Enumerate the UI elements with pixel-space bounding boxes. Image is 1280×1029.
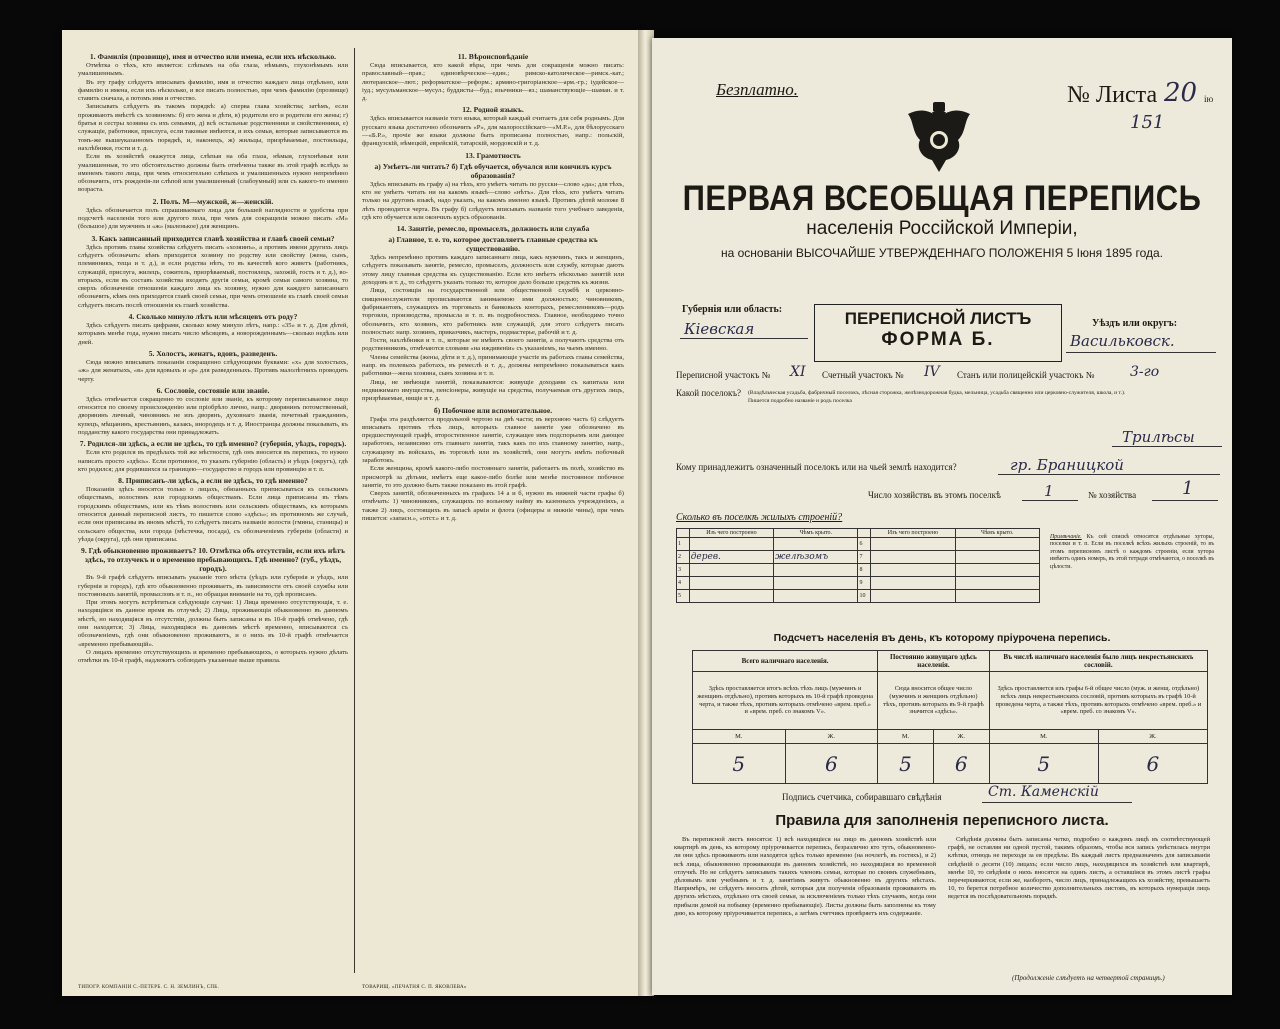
building-number: 4 [677,577,690,590]
col-num [677,529,690,538]
stan-value: 3-го [1130,364,1160,380]
building-roof [774,590,858,603]
note-label: Примѣчаніе. [1050,534,1082,540]
question-heading: а) Главное, т. е. то, которое доставляетъ главные средства къ существованію. [388,235,598,254]
sex-label-male: М. [989,730,1098,744]
summary-header-total: Всего наличнаго населенія. [693,651,878,672]
summary-desc-nonpeasant: Здѣсь проставляется изъ графы 6-й общее число (муж. и женщ. отдѣльно) всѣхъ лицъ некрестьянскихъ сословій, противъ которыхъ въ графѣ 10-й проведена черта, а также тѣхъ, противъ которыхъ отмѣчено «врем. преб.» и «врем. преб. со знакомъ V». [989,672,1207,730]
building-number: 3 [677,564,690,577]
buildings-row [677,564,1040,577]
rules-text-left: Въ переписной листъ вносятся: 1) всѣ находящіеся на лицо въ данномъ хозяйствѣ или квартирѣ въ день, къ которому пріурочивается перепись, безразлично кто тутъ, обыкновенно-ли они здѣсь проживаютъ или находятся здѣсь только временно (на ночлегѣ, въ гостяхъ), и 2) всѣ лица, обыкновенно проживающія въ данномъ хозяйствѣ, но находящіяся во временной отлучкѣ. Но не слѣдуетъ записывать такихъ членовъ семьи, которые по своимъ служебнымъ, дѣловымъ или учебнымъ и т. д. занятіямъ живутъ обыкновенно въ другихъ мѣстахъ. Напримѣръ, не слѣдуетъ вносить дѣтей, которыя для полученія образованія проживаютъ въ другихъ мѣстахъ, отдѣльно отъ своей семьи, за исключеніемъ только тѣхъ случаевъ, когда они прибыли домой на побывку (временно пребывающіе). Листы должны быть заполнены къ тому дню, къ которому пріурочивается перепись, а затѣмъ счетчикъ провѣряетъ ихъ содержаніе. [674,836,936,917]
population-summary-table [692,650,1208,784]
province-underline [680,338,808,339]
census-section-value: XI [790,364,806,380]
instruction-paragraph: Если въ хозяйствѣ окажутся лица, слѣпыя на оба глаза, нѣмыя, глухонѣмыя или умалишенныя, то это обстоятельство должны быть отмѣчены также въ этой графѣ вслѣдъ за именемъ такого лица, при чемъ относительно слѣпыхъ и умалишенныхъ нужно непремѣнно обозначить, отъ рожденія-ли слѣпой или умалишенный (слабоумный) или съ какого-то именно возраста. [78,153,348,194]
settlement-underline [1112,446,1222,447]
building-material [871,577,955,590]
building-number: 7 [858,551,871,564]
instruction-paragraph: Здѣсь обозначается полъ спрашиваемаго лица для большей наглядности и удобства при подсчетѣ населенія того или другого пола, при чемъ для сокращенія можно писать «М» (большое) для мужчинъ и «ж» (маленькое) для женщинъ. [78,206,348,231]
sex-label-male: М. [878,730,934,744]
sheet-number-label: № Листа [1067,82,1158,108]
summary-header-nonpeasant: Въ числѣ наличнаго населенія было лицъ некрестьянскихъ сословій. [989,651,1207,672]
households-label: Число хозяйствъ въ этомъ поселкѣ [868,490,1001,500]
printer-imprint-left: ТИПОГР. КОМПАНІИ С.-ПЕТЕРБ. С. Н. ЗЕМЛИНЪ, СПБ. [78,985,219,990]
continued-note: (Продолженіе слѣдуетъ на четвертой страницѣ.) [1012,974,1165,982]
building-material [871,551,955,564]
building-roof [955,551,1039,564]
instruction-paragraph: Гости, нахлѣбники и т. п., которые не имѣютъ своего занятія, а получаютъ средства отъ родственниковъ, отмѣчаются словами «на иждивеніи» съ указаніемъ, на чьемъ именно. [362,337,624,353]
count-section-value: IV [924,364,940,380]
settlement-label: Какой поселокъ? [676,388,742,398]
building-material: дерев. [689,551,773,564]
building-material [689,538,773,551]
district-value: Васильковск. [1070,332,1175,350]
question-heading: 7. Родился-ли здѣсь, а если не здѣсь, то гдѣ именно? (губернія, уѣздъ, городъ). [79,439,347,449]
col-roof-header: Чѣмъ крыто. [955,529,1039,538]
instruction-paragraph: Если женщина, кромѣ какого-либо постояннаго занятія, работаетъ въ полѣ, хозяйство въ присмотрѣ за дѣтьми, имѣетъ еще какое-либо болѣе или менѣе постоянное побочное занятіе, то это должно быть также показано въ этой графѣ. [362,465,624,489]
census-section-label: Переписной участокъ № [676,370,771,380]
building-roof [955,538,1039,551]
question-heading: 3. Какъ записанный приходится главѣ хозяйства и главѣ своей семьи? [91,233,335,243]
census-form-page [652,38,1232,995]
sheet-number-value: 20 [1164,78,1198,108]
question-heading: 1. Фамилія (прозвище), имя и отчество или имена, если ихъ нѣсколько. [89,52,337,61]
building-number: 9 [858,577,871,590]
building-roof [774,577,858,590]
printer-imprint-right: ТОВАРИЩ. «ПЕЧАТНЯ С. П. ЯКОВЛЕВА» [362,985,467,990]
instruction-paragraph: Въ эту графу слѣдуетъ вписывать фамилію, имя и отчество каждаго лица отдѣльно, или фамилію и имена, если ихъ нѣсколько, и все писать полностью, при чемъ фамилію (прозвище) ставить сначала, а потомъ имя и отчество. [78,78,348,103]
left-page-instructions [62,30,640,996]
double-headed-eagle-emblem [902,100,976,180]
province-label: Губернія или область: [682,304,783,315]
question-heading: 14. Занятіе, ремесло, промыселъ, должность или служба [396,224,590,234]
building-number: 6 [858,538,871,551]
col-roof-header: Чѣмъ крыто. [774,529,858,538]
province-value: Кіевская [684,320,755,338]
owner-label: Кому принадлежитъ означенный поселокъ или на чьей землѣ находится? [676,462,957,472]
free-label: Безплатно. [716,80,799,99]
building-material [689,590,773,603]
settlement-value: Трилѣсы [1122,428,1195,446]
instruction-paragraph: Члены семейства (жены, дѣти и т. д.), принимающіе участіе въ работахъ главы семейства, напр. въ полевыхъ работахъ, въ ремеслѣ и т. д., должны непремѣнно показываться какъ работники—жена хозяина, сынъ хозяина и т. п. [362,353,624,378]
question-heading: 13. Грамотность [465,150,521,160]
instruction-paragraph: О лицахъ временно отсутствующихъ и временно пребывающихъ, о которыхъ нужно дѣлать отмѣтки въ 10-й графѣ, надлежитъ соблюдать указанные выше правила. [78,648,348,665]
district-label: Уѣздъ или округъ: [1092,318,1178,329]
sheet-number-suffix: ію [1204,94,1214,104]
building-number: 1 [677,538,690,551]
sex-label-male: М. [693,730,786,744]
question-heading: 6. Сословіе, состояніе или званіе. [156,385,270,395]
instruction-paragraph: Записывать слѣдуетъ въ такомъ порядкѣ: а) сперва глава хозяйства; затѣмъ, если проживаютъ вмѣстѣ съ хозяиномъ: б) его жена и дѣти, в) родители его и родители его жены; г) братья и сестры хозяина съ ихъ семьями, д) всѣ остальные родственники и свойственники, е) служащіе, работники, прислуга, если таковые имѣются, и ихъ семьи, которые записываются въ томъ-же вышеуказанномъ порядкѣ, и, наконецъ, ж) жильцы, призрѣваемые, постояльцы, нахлѣбники, гости и т. д. [78,103,348,152]
sex-label-female: Ж. [933,730,989,744]
buildings-note [1050,534,1214,571]
building-material [871,590,955,603]
building-number: 5 [677,590,690,603]
households-underline [1022,500,1078,501]
summary-value: 6 [785,744,878,784]
summary-value: 6 [933,744,989,784]
instruction-paragraph: Здѣсь отмѣчается сокращенно то сословіе или званіе, къ которому переписываемое лицо относится по своему происхожденію или пріобрѣло лично, напр.: дворянинъ потомственный, дворянинъ личный, чиновникъ не изъ дворянъ, духовнаго званія, почетный гражданинъ, купецъ, мѣщанинъ, крестьянинъ, казакъ, инородецъ и т. д. Иностранцы должны показывать, къ подданству какого государства они принадлежатъ. [78,395,348,436]
question-heading: 5. Холостъ, женатъ, вдовъ, разведенъ. [148,348,278,358]
instruction-paragraph: Здѣсь вписывается названіе того языка, который каждый считаетъ для себя роднымъ. Для русскаго языка достаточно обозначить «Р», для малороссійскаго—«М.Р.», для бѣлорусскаго—«Б.Р.», прочіе же языки должны быть прописаны полностью, напр.: польскій, французскій, нѣмецкій, еврейскій, татарскій, мордовскій и т. д. [362,115,624,148]
form-title: ПЕРЕПИСНОЙ ЛИСТЪ [844,309,1032,328]
household-number-label: № хозяйства [1088,490,1137,500]
district-underline [1066,352,1216,353]
building-roof [955,564,1039,577]
question-heading: а) Умѣетъ-ли читать? б) Гдѣ обучается, обучался или кончилъ курсъ образованія? [374,161,612,180]
sex-label-female: Ж. [785,730,878,744]
building-roof [955,577,1039,590]
question-heading: 12. Родной языкъ. [462,105,524,115]
stan-label: Станъ или полицейскій участокъ № [957,370,1095,380]
instructions-column-right [362,50,624,523]
summary-desc-total: Здѣсь проставляется итогъ всѣхъ тѣхъ лицъ (мужчинъ и женщинъ отдѣльно), противъ которыхъ въ 10-й графѣ проведена черта, и также тѣхъ, противъ которыхъ отмѣчено «врем. преб.» и «врем. преб. со знакомъ V». [693,672,878,730]
instruction-paragraph: Здѣсь противъ главы хозяйства слѣдуетъ писать «хозяинъ», а противъ имени другихъ лицъ слѣдуетъ обозначать: кѣмъ приходится хозяину по родству или свойству (жена, сынъ, племянникъ, теща и т. д.), и если родства нѣтъ, то въ качествѣ кого живетъ (работникъ, служащій, прислуга, жилецъ, сожитель, призрѣваемый, постоялецъ, захожій, гость и т. д.), во-вторыхъ, если въ составъ хозяйства входятъ другія семьи, кромѣ семьи самого хозяина, то сверхъ обозначенія отношенія каждаго лица къ хозяину, нужно для каждого записаннаго обозначить, кѣмъ онъ приходится главѣ своей семьи, при чемъ отношеніе къ главѣ своей семьи слѣдуетъ писать послѣ отношенія къ главѣ хозяйства. [78,243,348,309]
household-number-underline [1152,500,1218,501]
buildings-row [677,551,1040,564]
building-material [871,538,955,551]
instruction-paragraph: Здѣсь слѣдуетъ писать цифрами, сколько кому минуло лѣтъ, напр.: «35» и т. д. Для дѣтей, которымъ менѣе года, нужно писать число мѣсяцевъ, а новорожденнымъ—сколько недѣль или дней. [78,322,348,346]
question-heading: 11. Вѣроисповѣданіе [457,52,529,61]
census-title: ПЕРВАЯ ВСЕОБЩАЯ ПЕРЕПИСЬ [682,178,1202,219]
rules-text-right: Свѣдѣнія должны быть записаны четко, подробно о каждомъ лицѣ въ соотвѣтствующей графѣ, не оставляя ни одной пустой, такимъ образомъ, чтобы вся запись умѣстилась внутри клѣтки, отнюдь не переходя за ея предѣлы. Въ каждый листъ предназначенъ для записыванія свѣдѣній о десяти (10) лицахъ; если число лицъ, находящихся въ хозяйствѣ или квартирѣ, менѣе 10, то свѣдѣнія о нихъ вносятся на одинъ листъ, а оставшіяся въ этомъ листѣ графы перечеркиваются; если же, наоборотъ, число лицъ, принадлежащихъ къ хозяйству, превышаетъ 10, то берется потребное количество дополнительныхъ листовъ, въ которыхъ нумерація лицъ ведется въ послѣдовательномъ порядкѣ. [948,836,1210,901]
question-heading: 2. Полъ. М—мужской, ж—женскій. [152,196,274,206]
building-roof: желѣзомъ [774,551,858,564]
buildings-row [677,590,1040,603]
instruction-paragraph: Здѣсь вписывать въ графу а) на тѣхъ, кто умѣетъ читать по русски—слово «да»; для тѣхъ, кто не умѣетъ читать ни на какомъ языкѣ—слово «нѣтъ». Для тѣхъ, кто умѣетъ читать только на другомъ языкѣ, надо указать, на какомъ именно языкѣ. Противъ дѣтей моложе 8 лѣтъ проводится черта. Въ графу б) слѣдуетъ вписывать названіе того учебнаго заведенія, гдѣ кто обучается или окончилъ курсъ образованія. [362,180,624,221]
buildings-table [676,528,1040,603]
form-name: ФОРМА Б. [881,329,995,350]
building-material [871,564,955,577]
instruction-paragraph: Если кто родился въ предѣлахъ той же мѣстности, гдѣ онъ вносится въ перепись, то нужно написать просто «здѣсь». Если противное, то указать губернію (область) и уѣздъ (округъ), гдѣ кто родился; для родившихся за границею—государство и городъ или провинцію и т. п. [78,449,348,473]
instruction-paragraph: Графа эта раздѣляется продольной чертою на двѣ части; въ верхнюю часть 6) слѣдуетъ вписывать противъ тѣхъ лицъ, которыхъ главное занятіе уже обозначено въ предшествующей графѣ, второстепенное занятіе, служащее имъ подспорьемъ или дающее заработокъ, независимо отъ главнаго занятія, такъ какъ по ихъ главному занятію, напр., служащему въ войскахъ, въ торговлѣ или въ хозяйствѣ, они могутъ имѣть побочный заработокъ. [362,415,624,464]
building-number: 8 [858,564,871,577]
building-number: 10 [858,590,871,603]
building-material [689,564,773,577]
signature-underline [982,802,1132,803]
buildings-label: Сколько въ поселкѣ жилыхъ строеній? [676,512,843,523]
building-material [689,577,773,590]
instruction-paragraph: Лица, состоящія на государственной или общественной службѣ и церковно-священнослужители прописываются занимаемою ими должностью; чиновниковъ, фабрикантовъ, служащихъ въ торговыхъ и банковыхъ конторахъ, ремесленниковъ—родъ торговли, производства, промысла и т. п. въ подробностяхъ. Главное, необходимо точно обозначить, кто хозяинъ, кто работникъ или служащій, для этого слѣдуетъ писать полностью: напр. хозяинъ, приказчикъ, мастеръ, подмастерье, рабочій и т. д. [362,287,624,336]
instruction-paragraph: Сверхъ занятій, обозначенныхъ въ графахъ 14 а и б, нужно въ нижней части графы б) отмѣчать: 1) чиновниковъ, служащихъ по вольному найму въ казенныхъ учрежденіяхъ, а также 2) лицъ, состоящихъ въ запасѣ арміи и флота (офицеры и нижніе чины), при чемъ пишется: «запасн.», «отст.» и т. д. [362,490,624,523]
building-number: 2 [677,551,690,564]
column-divider [354,48,355,973]
instruction-paragraph: Здѣсь непремѣнно противъ каждаго записаннаго лица, какъ мужчинъ, такъ и женщинъ, слѣдуетъ показывать занятіе, ремесло, промыселъ, должность или службу, которые даютъ этому лицу главныя средства къ существованію. Если кто имѣетъ нѣсколько занятій или доходовъ и т. д., то слѣдуетъ указать только то, которое дало больше средствъ къ жизни. [362,254,624,287]
instruction-paragraph: Показанія здѣсь вносятся только о лицахъ, обязанныхъ приписываться къ сельскимъ обществамъ, волостямъ или городскимъ обществамъ. Если лица приписаны въ тѣмъ городскимъ обществамъ, или къ тѣмъ волостямъ или сельскимъ обществамъ, къ которымъ относится данный переписной листъ, то пишется слово «здѣсь»; въ противномъ же случаѣ, если они приписаны въ иномъ мѣстѣ, то слѣдуетъ писать названіе волости (гмины, станицы) и сельскаго общества, или города (мѣстечка, посада), съ обозначеніемъ губерніи (области) и уѣзда (округа), гдѣ они приписаны. [78,486,348,543]
owner-value: гр. Браницкой [1010,456,1124,474]
instruction-paragraph: Лица, не имѣющія занятій, показываются: живущіе доходами съ капитала или недвижимаго имущества, пенсіонеры, живущіе на средства, получаемыя отъ другихъ лицъ, призрѣваемые, нищіе и т. д. [362,378,624,403]
instructions-column-left [78,50,348,666]
question-heading: 4. Сколько минуло лѣтъ или мѣсяцевъ отъ роду? [128,312,298,322]
decree-line: на основаніи ВЫСОЧАЙШЕ УТВЕРЖДЕННАГО ПОЛОЖЕНІЯ 5 Іюня 1895 года. [720,246,1163,260]
signature-value: Ст. Каменскій [988,784,1099,800]
building-roof [955,590,1039,603]
summary-title: Подсчетъ населенія въ день, къ которому пріурочена перепись. [773,632,1111,644]
instruction-paragraph: При этомъ могутъ встрѣтиться слѣдующіе случаи: 1) Лица временно отсутствующія, т. е. находящіяся въ данное время въ отлучкѣ; 2) Лица, проживающія обыкновенно въ данномъ мѣстѣ, но находящіяся въ отсутствіи, должны быть записаны и въ 10-й графѣ отмѣчено, гдѣ они находятся; 3) Лица, находящіяся въ данномъ мѣстѣ временно, вписываются съ обозначеніемъ, гдѣ они обыкновенно проживаютъ, и о нихъ въ 10-й графѣ отмѣчается «временно пребывающій». [78,599,348,648]
summary-value: 5 [878,744,934,784]
households-value: 1 [1044,482,1054,500]
summary-value: 5 [989,744,1098,784]
household-number-value: 1 [1182,478,1194,499]
buildings-row [677,577,1040,590]
note-text: Къ сей спискѣ относятся отдѣльные хуторы, поселки и т. п. Если въ поселкѣ всѣхъ жилыхъ строеній, то въ этомъ переписномъ листѣ о каждомъ строеніи, если хутора имѣютъ одинъ номеръ, въ этой тетради отмѣчаются, о поселкѣ въ цѣлости. [1050,534,1214,570]
instruction-paragraph: Сюда можно вписывать показанія сокращенно слѣдующими буквами: «х» для холостыхъ, «ж» для женатыхъ, «в» для вдовыхъ и «р» для разведенныхъ. Противъ малолѣтнихъ проводить черту. [78,358,348,383]
col-material-header: Изъ чего построено [689,529,773,538]
count-section-label: Счетный участокъ № [822,370,904,380]
building-roof [774,564,858,577]
summary-value: 5 [693,744,786,784]
census-subtitle: населенія Россійской Имперіи, [806,218,1078,239]
signature-label: Подпись счетчика, собиравшаго свѣдѣнія [782,792,942,802]
question-heading: 9. Гдѣ обыкновенно проживаетъ? 10. Отмѣтка объ отсутствіи, если ихъ нѣтъ здѣсь, то отлучекъ и о временно пребывающихъ. Гдѣ именно? (губ., уѣздъ, городъ). [81,546,345,574]
handwritten-sheet-number: 151 [1130,112,1165,133]
building-roof [774,538,858,551]
instruction-paragraph: Сюда вписывается, кто какой вѣры, при чемъ для сокращенія можно писать: православный—прав.; единовѣрческое—един.; римско-католическое—римск.-кат.; лютеранское—лют.; реформатское—реформ.; армяно-григоріанское—арм.-гр.; іудейское—іуд.; мусульманское—мусул.; буддисты—буд.; язычники—яз.; шаманствующіе—шаман. и т. д. [362,62,624,103]
form-title-box [814,304,1062,362]
buildings-row [677,538,1040,551]
instruction-paragraph: Отмѣтка о тѣхъ, кто является: слѣпымъ на оба глаза, нѣмымъ, глухонѣмымъ или умалишеннымъ. [78,62,348,78]
col-num [858,529,871,538]
question-heading: б) Побочное или вспомогательное. [433,405,553,415]
summary-desc-permanent: Сюда вносится общее число (мужчинъ и женщинъ отдѣльно) тѣхъ, противъ которыхъ въ 9-й графѣ значится «здѣсь». [878,672,990,730]
instruction-paragraph: Въ 9-й графѣ слѣдуетъ вписывать указаніе того мѣста (уѣздъ или губернія и уѣздъ, или губернія и городъ), гдѣ кто обыкновенно проживаетъ, въ зависимости отъ своей службы или постоянныхъ занятій, промысловъ и т. п., но обращая вниманіе на то, гдѣ прописанъ. [78,574,348,598]
settlement-hint: (Владѣльческая усадьба, фабричный поселокъ, лѣсная сторожка, желѣзнодорожная будка, мельница, усадьба священно или церковно-служителя, школа, и т.). Пишется подробно названіе и родъ поселка [748,390,1126,404]
rules-title: Правила для заполненія переписного листа. [775,812,1109,829]
summary-header-permanent: Постоянно живущаго здѣсь населенія. [878,651,990,672]
summary-value: 6 [1098,744,1207,784]
question-heading: 8. Приписанъ-ли здѣсь, а если не здѣсь, то гдѣ именно? [118,476,308,486]
owner-underline [998,474,1220,475]
col-material-header: Изъ чего построено [871,529,955,538]
sex-label-female: Ж. [1098,730,1207,744]
